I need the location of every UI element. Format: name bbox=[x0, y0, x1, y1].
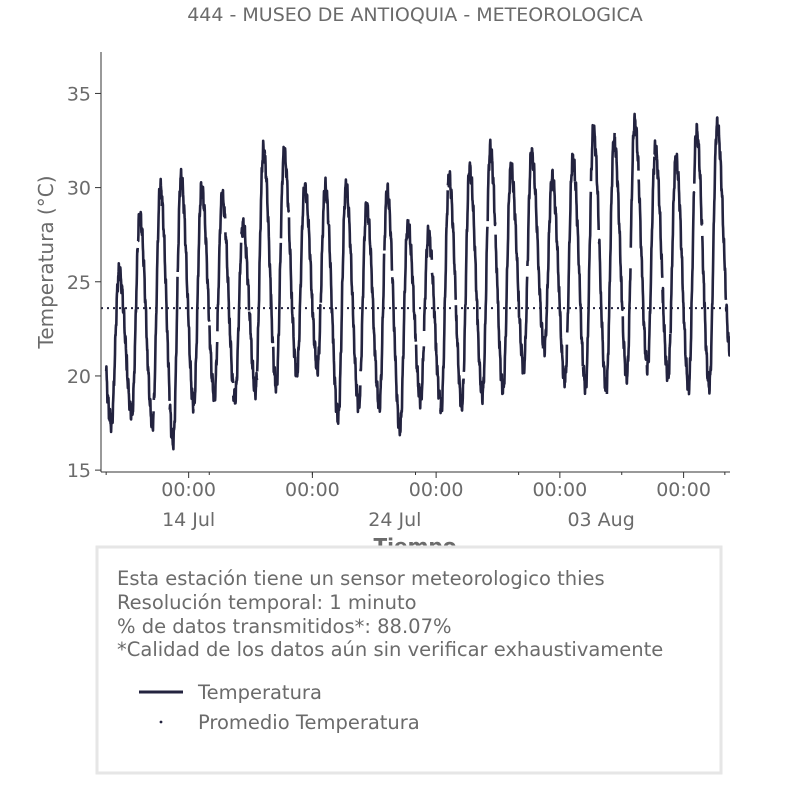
series-temperatura-line bbox=[384, 184, 392, 271]
series-temperatura-line bbox=[663, 288, 671, 381]
series-temperatura-line bbox=[114, 263, 122, 386]
legend-swatch-promedio bbox=[160, 721, 163, 724]
series-temperatura-line bbox=[647, 157, 655, 375]
series-temperatura-line bbox=[225, 232, 233, 383]
series-temperatura-line bbox=[194, 182, 202, 404]
chart-title: 444 - MUSEO DE ANTIOQUIA - METEOROLOGICA bbox=[187, 4, 643, 26]
series-temperatura-line bbox=[440, 190, 448, 413]
series-temperatura-line bbox=[249, 312, 257, 400]
series-temperatura-line bbox=[154, 179, 162, 400]
series-temperatura-line bbox=[631, 114, 639, 248]
y-axis-label: Temperatura (°C) bbox=[34, 175, 58, 349]
y-tick-label: 25 bbox=[66, 271, 91, 294]
series-temperatura-line bbox=[416, 345, 424, 409]
series-temperatura-line bbox=[146, 307, 154, 430]
series-temperatura-line bbox=[623, 268, 631, 383]
series-temperatura-line bbox=[122, 286, 130, 410]
x-tick-label: 00:00 bbox=[285, 479, 340, 501]
series-temperatura-line bbox=[464, 163, 472, 372]
series-temperatura-line bbox=[210, 325, 218, 400]
series-temperatura-line bbox=[345, 180, 353, 296]
series-temperatura-line bbox=[591, 125, 599, 230]
series-temperatura-line bbox=[273, 243, 281, 393]
series-temperatura-line bbox=[694, 124, 702, 224]
series-temperatura-line bbox=[106, 366, 114, 432]
series-temperatura-line bbox=[376, 254, 384, 412]
series-temperatura-line bbox=[186, 245, 194, 413]
series-temperatura-line bbox=[504, 163, 512, 387]
x-date-label: 03 Aug bbox=[567, 509, 635, 531]
x-tick-label: 00:00 bbox=[532, 479, 588, 501]
series-temperatura-line bbox=[281, 147, 289, 238]
series-temperatura-line bbox=[424, 226, 432, 331]
x-tick-label: 00:00 bbox=[408, 479, 464, 501]
series-temperatura-line bbox=[678, 171, 686, 366]
series-temperatura-line bbox=[162, 196, 170, 401]
legend-label-temperatura: Temperatura bbox=[198, 681, 322, 704]
series-temperatura-line bbox=[408, 219, 416, 341]
series-temperatura-line bbox=[520, 277, 528, 374]
series-temperatura-line bbox=[535, 190, 543, 349]
series-temperatura-line bbox=[289, 217, 297, 376]
series-temperatura-line bbox=[241, 218, 249, 310]
series-temperatura-line bbox=[575, 181, 583, 366]
series-temperatura-line bbox=[488, 140, 496, 225]
info-line-transmitted: % de datos transmitidos*: 88.07% bbox=[117, 615, 452, 638]
y-tick-label: 15 bbox=[66, 460, 91, 483]
series-temperatura-line bbox=[710, 118, 718, 376]
series-temperatura-line bbox=[265, 156, 273, 343]
y-ticks bbox=[67, 83, 101, 482]
series-temperatura-line bbox=[448, 171, 456, 299]
series-temperatura-line bbox=[138, 212, 146, 308]
series-temperatura-line bbox=[551, 170, 559, 292]
series-temperatura-line bbox=[361, 203, 369, 372]
x-date-label: 24 Jul bbox=[368, 509, 422, 531]
series-temperatura-line bbox=[257, 141, 265, 372]
series-temperatura-line bbox=[599, 240, 607, 391]
series-temperatura-line bbox=[496, 235, 504, 394]
series-temperatura-line bbox=[639, 180, 647, 361]
x-tick-label: 00:00 bbox=[656, 479, 711, 501]
series-temperatura-line bbox=[702, 236, 710, 394]
series-temperatura-line bbox=[369, 219, 377, 383]
series-temperatura-line bbox=[432, 273, 440, 399]
x-tick-label: 00:00 bbox=[161, 479, 217, 501]
series-temperatura-line bbox=[567, 154, 575, 333]
y-tick-label: 35 bbox=[66, 83, 91, 106]
series-temperatura-line bbox=[329, 225, 337, 412]
series-temperatura-line bbox=[233, 243, 241, 404]
series-temperatura-line bbox=[313, 305, 321, 376]
series-temperatura-line bbox=[170, 277, 178, 449]
series-temperatura-line bbox=[559, 286, 567, 387]
x-ticks bbox=[106, 472, 725, 531]
series-temperatura-line bbox=[202, 185, 210, 321]
series-temperatura-line bbox=[512, 164, 520, 318]
series-temperatura-line bbox=[392, 277, 400, 435]
y-tick-label: 30 bbox=[66, 177, 91, 200]
series-temperatura-line bbox=[671, 154, 679, 334]
series-temperatura-line bbox=[480, 227, 488, 404]
series-temperatura-line bbox=[527, 148, 535, 266]
series-temperatura-line bbox=[718, 126, 726, 300]
series-temperatura-line bbox=[353, 292, 361, 412]
series-temperatura-line bbox=[607, 133, 615, 394]
series-temperatura-line bbox=[726, 305, 730, 356]
info-line-quality: *Calidad de los datos aún sin verificar exhaustivamente bbox=[117, 638, 664, 661]
series-temperatura-line bbox=[297, 188, 305, 377]
series-temperatura-line bbox=[217, 190, 225, 331]
series-temperatura-line bbox=[305, 183, 313, 317]
series-temperatura-line bbox=[178, 169, 186, 272]
series-temperatura-line bbox=[130, 248, 138, 420]
info-line-sensor: Esta estación tiene un sensor meteorologico thies bbox=[117, 567, 605, 590]
series-layer bbox=[106, 114, 730, 449]
legend-label-promedio: Promedio Temperatura bbox=[198, 711, 420, 734]
series-temperatura-line bbox=[321, 178, 329, 303]
x-date-label: 14 Jul bbox=[162, 509, 216, 531]
series-temperatura-line bbox=[583, 192, 591, 394]
series-temperatura-line bbox=[615, 137, 623, 310]
series-temperatura-line bbox=[456, 305, 464, 410]
series-temperatura-line bbox=[400, 220, 408, 433]
series-temperatura-line bbox=[655, 141, 663, 278]
y-tick-label: 20 bbox=[66, 365, 91, 388]
series-temperatura-line bbox=[543, 181, 551, 356]
info-line-resolution: Resolución temporal: 1 minuto bbox=[117, 591, 417, 614]
series-temperatura-line bbox=[337, 206, 345, 424]
series-temperatura-line bbox=[686, 192, 694, 394]
series-temperatura-line bbox=[472, 177, 480, 366]
